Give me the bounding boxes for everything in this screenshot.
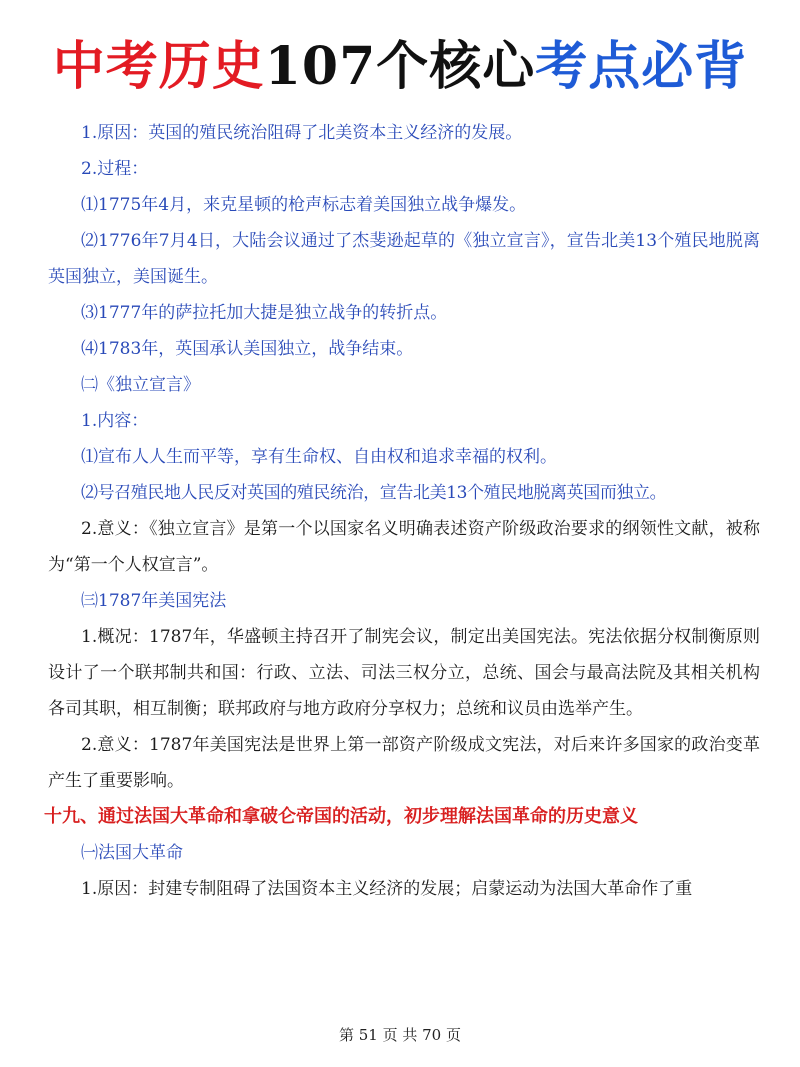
text-line: 2.意义：《独立宣言》是第一个以国家名义明确表述资产阶级政治要求的纲领性文献，被称为“第一个人权宣言”。 (48, 519, 760, 575)
text-line: 2.意义：1787年美国宪法是世界上第一部资产阶级成文宪法，对后来许多国家的政治变革产生了重要影响。 (48, 735, 760, 791)
chapter-heading: 十九、通过法国大革命和拿破仑帝国的活动，初步理解法国革命的历史意义 (44, 806, 638, 827)
page-footer: 第 51 页 共 70 页 (338, 1026, 461, 1044)
text-line: 2.过程： (81, 159, 149, 179)
text-line: 1.概况：1787年，华盛顿主持召开了制宪会议，制定出美国宪法。宪法依据分权制衡原则设计了一个联邦制共和国：行政、立法、司法三权分立，总统、国会与最高法院及其相关机构各司其职，相互制衡；联邦政府与地方政府分享权力；总统和议员由选举产生。 (48, 627, 760, 719)
section-heading: ㈠法国大革命 (81, 843, 183, 863)
section-heading: ㈡《独立宣言》 (81, 375, 200, 395)
title-part-red: 中考历史 (52, 36, 265, 97)
title-part-black: 107个核心 (264, 36, 536, 97)
text-line: ⑴宣布人人生而平等，享有生命权、自由权和追求幸福的权利。 (81, 447, 557, 467)
text-line: ⑵1776年7月4日，大陆会议通过了杰斐逊起草的《独立宣言》，宣告北美13个殖民地脱离英国独立，美国诞生。 (48, 231, 760, 287)
text-line: ⑷1783年，英国承认美国独立，战争结束。 (81, 339, 414, 359)
text-line: ⑵号召殖民地人民反对英国的殖民统治，宣告北美13个殖民地脱离英国而独立。 (81, 483, 667, 503)
text-line: 1.原因：英国的殖民统治阻碍了北美资本主义经济的发展。 (81, 123, 523, 143)
text-line: 1.原因：封建专制阻碍了法国资本主义经济的发展；启蒙运动为法国大革命作了重 (81, 879, 693, 899)
title-part-blue: 考点必背 (535, 36, 748, 97)
section-heading: ㈢1787年美国宪法 (81, 591, 227, 611)
text-line: 1.内容： (81, 411, 149, 431)
text-line: ⑴1775年4月，来克星顿的枪声标志着美国独立战争爆发。 (81, 195, 527, 215)
page-title (0, 34, 800, 100)
text-line: ⑶1777年的萨拉托加大捷是独立战争的转折点。 (81, 303, 448, 323)
document-body (44, 115, 760, 907)
